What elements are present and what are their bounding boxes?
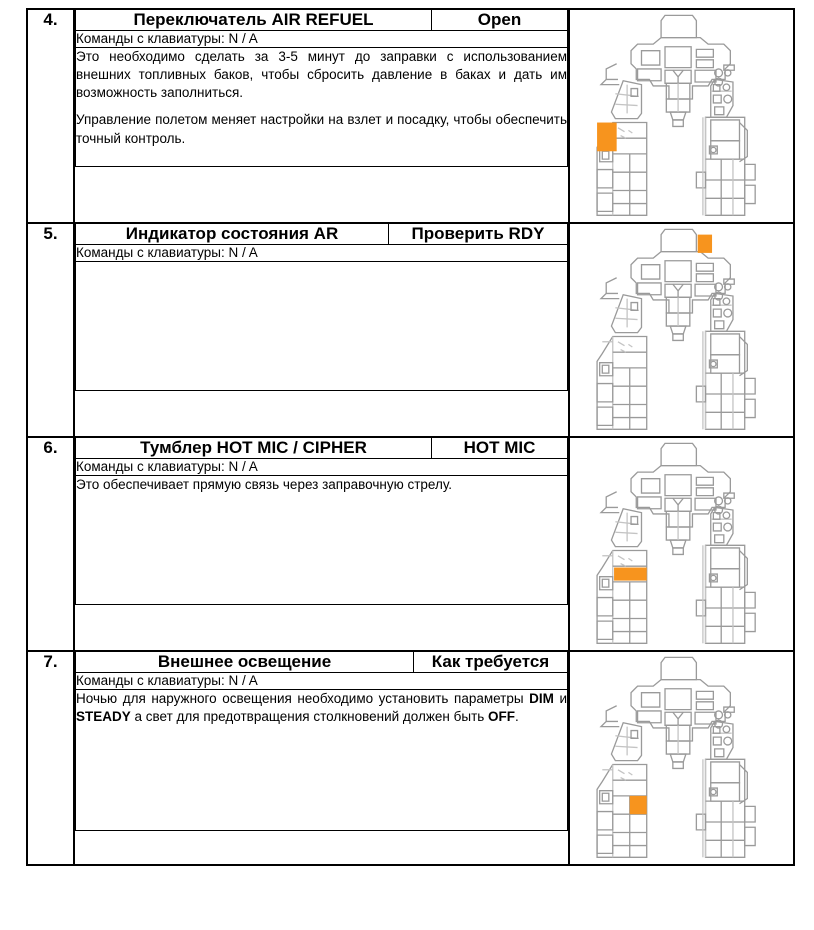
cockpit-diagram-cell — [569, 651, 794, 865]
highlight-marker — [597, 123, 617, 152]
item-paragraph: Это необходимо сделать за 3-5 минут до заправки с использованием внешних топливных баков, чтобы сбросить давление в баках и дать им возможность заполниться. — [76, 48, 567, 101]
keyboard-commands: Команды с клавиатуры: N / A — [76, 458, 568, 475]
row-content — [74, 437, 569, 651]
table-row — [27, 9, 794, 223]
highlight-marker — [697, 235, 711, 253]
item-value: Проверить RDY — [389, 224, 568, 244]
item-title-row — [76, 224, 568, 244]
emphasis-text: OFF — [488, 708, 516, 724]
highlight-marker — [614, 568, 647, 581]
item-description — [76, 689, 568, 830]
row-number: 5. — [27, 223, 74, 437]
keyboard-commands: Команды с клавиатуры: N / A — [76, 672, 568, 689]
item-value: HOT MIC — [432, 438, 568, 458]
row-content — [74, 9, 569, 223]
row-number: 7. — [27, 651, 74, 865]
plain-text: Ночью для наружного освещения необходимо установить параметры — [76, 690, 530, 706]
row-content — [74, 223, 569, 437]
item-name: Индикатор состояния AR — [76, 224, 389, 244]
cockpit-panel-diagram — [584, 652, 780, 864]
emphasis-text: DIM — [529, 690, 554, 706]
checklist-table — [26, 8, 795, 866]
item-keys-row — [76, 244, 568, 261]
table-row — [27, 437, 794, 651]
item-paragraph — [76, 690, 567, 726]
cockpit-outline — [597, 443, 755, 643]
table-row — [27, 223, 794, 437]
item-body-row — [76, 689, 568, 830]
item-detail-table — [75, 224, 568, 391]
item-paragraph: Это обеспечивает прямую связь через заправочную стрелу. — [76, 476, 452, 492]
cockpit-outline — [597, 15, 755, 215]
cockpit-panel-diagram — [584, 438, 780, 650]
row-content — [74, 651, 569, 865]
item-body-row — [76, 261, 568, 390]
cockpit-panel-diagram — [584, 224, 780, 436]
item-detail-table — [75, 10, 568, 167]
item-title-row — [76, 10, 568, 30]
plain-text: и — [553, 690, 567, 706]
cockpit-diagram-cell — [569, 9, 794, 223]
item-description — [76, 475, 568, 604]
item-description — [76, 261, 568, 390]
highlight-marker — [629, 796, 646, 814]
item-keys-row — [76, 672, 568, 689]
item-body-row — [76, 475, 568, 604]
item-detail-table — [75, 652, 568, 831]
plain-text: а свет для предотвращения столкновений должен быть — [130, 708, 489, 724]
item-name: Тумблер HOT MIC / CIPHER — [76, 438, 432, 458]
item-detail-table — [75, 438, 568, 605]
table-row — [27, 651, 794, 865]
cockpit-panel-diagram — [584, 10, 780, 222]
keyboard-commands: Команды с клавиатуры: N / A — [76, 30, 568, 47]
item-body-row — [76, 47, 568, 166]
emphasis-text: STEADY — [76, 708, 131, 724]
cockpit-outline — [597, 657, 755, 857]
row-number: 4. — [27, 9, 74, 223]
item-name: Переключатель AIR REFUEL — [76, 10, 432, 30]
item-keys-row — [76, 30, 568, 47]
item-description — [76, 47, 568, 166]
item-keys-row — [76, 458, 568, 475]
cockpit-outline — [597, 229, 755, 429]
cockpit-diagram-cell — [569, 437, 794, 651]
item-title-row — [76, 652, 568, 672]
keyboard-commands: Команды с клавиатуры: N / A — [76, 244, 568, 261]
item-value: Как требуется — [414, 652, 568, 672]
item-name: Внешнее освещение — [76, 652, 414, 672]
plain-text: . — [515, 708, 519, 724]
item-title-row — [76, 438, 568, 458]
item-value: Open — [432, 10, 568, 30]
item-paragraph: Управление полетом меняет настройки на взлет и посадку, чтобы обеспечить точный контроль. — [76, 112, 567, 146]
cockpit-diagram-cell — [569, 223, 794, 437]
row-number: 6. — [27, 437, 74, 651]
